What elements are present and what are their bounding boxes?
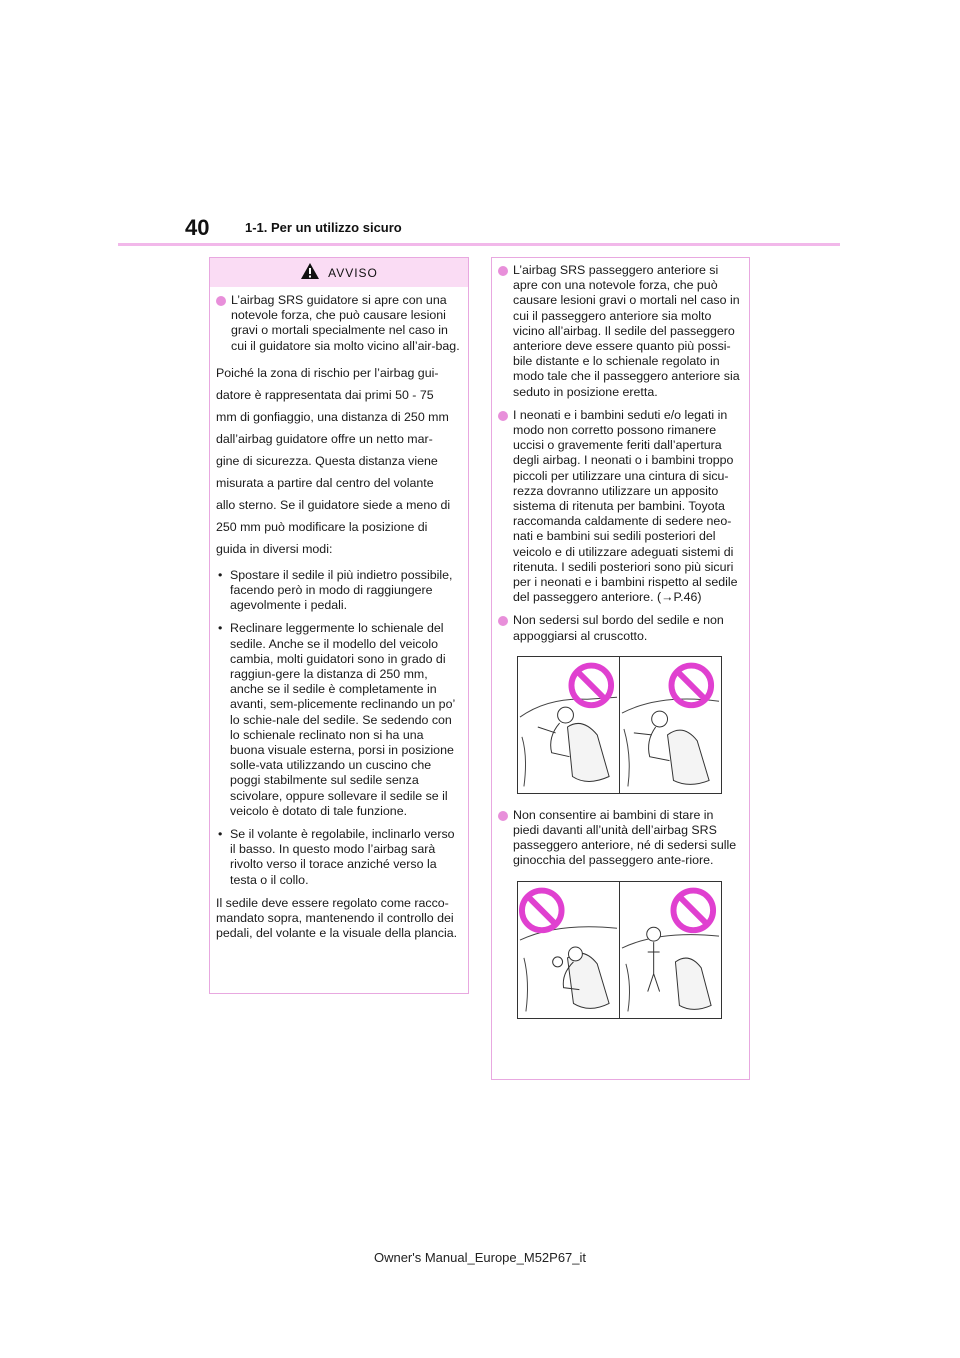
warning-triangle-icon <box>300 262 320 283</box>
bullet-dot-icon <box>216 296 226 306</box>
sub-item-text: Se il volante è regolabile, inclinarlo verso il basso. In questo modo l’airbag sarà rivolto verso il torace anziché verso la testa o il collo. <box>230 827 455 887</box>
sub-item-text: Reclinare leggermente lo schienale del sedile. Anche se il modello del veicolo cambia, molti guidatori sono in grado di raggiun-gere la distanza di 250 mm, anche se il sedile è completamente in avanti, sem-plicemente reclinando un po’ lo schie-nale del sedile. Se sedendo con lo schienale reclinato non si ha una buona visuale esterna, porsi in posizione solle-vata utilizzando un cuscino che poggi stabilmente sul sedile senza scivolare, oppure sollevare il sedile se il veicolo è dotato di tale funzione. <box>230 621 455 818</box>
seat-illustration <box>620 657 721 793</box>
illustration-leaning-dashboard <box>517 656 722 794</box>
warning-content-continued <box>492 258 749 1019</box>
bullet-text: L’airbag SRS passeggero anteriore si apre con una notevole forza, che può causare lesioni gravi o mortali nel caso in cui il passeggero anteriore sia molto vicino all’airbag. Il sedile del passeggero anteriore deve essere quanto più possi-bile distante e lo schienale regolato in modo tale che il passeggero anteriore sia seduto in posizione eretta. <box>513 263 740 399</box>
section-title: 1-1. Per un utilizzo sicuro <box>245 220 402 235</box>
sub-marker: • <box>218 567 223 582</box>
bullet-item <box>498 808 741 869</box>
paragraph-line: 250 mm può modificare la posizione di <box>216 519 428 534</box>
paragraph-line: datore è rappresentata dai primi 50 - 75 <box>216 387 434 402</box>
warning-heading: AVVISO <box>328 265 378 280</box>
warning-header <box>210 258 468 287</box>
paragraph-line: dall’airbag guidatore offre un netto mar- <box>216 431 433 446</box>
illustration-panel <box>619 882 721 1018</box>
page-number: 40 <box>185 215 210 240</box>
bullet-item <box>498 263 741 400</box>
sub-marker: • <box>218 621 223 636</box>
sub-marker: • <box>218 827 223 842</box>
bullet-dot-icon <box>498 411 508 421</box>
illustration-child-standing <box>517 881 722 1019</box>
footer-text: Owner's Manual_Europe_M52P67_it <box>373 1250 587 1265</box>
bullet-dot-icon <box>498 266 508 276</box>
seat-illustration <box>518 657 619 793</box>
warning-box-right <box>491 257 750 1080</box>
warning-box-left <box>209 257 469 994</box>
bullet-text: Non consentire ai bambini di stare in piedi davanti all’unità dell’airbag SRS passeggero anteriore, né di sedersi sulle ginocchia del passeggero ante-riore. <box>513 807 737 868</box>
paragraph-line: Poiché la zona di rischio per l’airbag gui- <box>216 365 439 380</box>
sub-item <box>218 568 460 614</box>
bullet-text: Non sedersi sul bordo del sedile e non appoggiarsi al cruscotto. <box>513 613 724 643</box>
paragraph-line: gine di sicurezza. Questa distanza viene <box>216 453 438 468</box>
sub-item <box>218 621 460 819</box>
illustration-panel <box>518 882 619 1018</box>
bullet-item <box>498 408 741 606</box>
illustration-panel <box>619 657 721 793</box>
bullet-text: I neonati e i bambini seduti e/o legati in modo non corretto possono rimanere uccisi o gravemente feriti dall’apertura degli airbag. I neonati o i bambini troppo piccoli per utilizzare una cintura di sicu-rezza dovranno utilizzare un apposito sistema di ritenuta per bambini. Toyota raccomanda caldamente di sedere neo-nati e bambini sui sedili posteriori del veicolo e di utilizzare adeguati sistemi di ritenuta. I sedili posteriori sono più sicuri per i neonati e i bambini rispetto al sedile del passeggero anteriore. (→P.46) <box>513 407 738 605</box>
paragraph-line: misurata a partire dal centro del volante <box>216 475 434 490</box>
prohibition-icon <box>522 890 562 930</box>
sub-item-text: Spostare il sedile il più indietro possibile, facendo però in modo di raggiungere agevolmente i pedali. <box>230 567 453 613</box>
warning-content <box>210 287 468 941</box>
paragraph-line: mm di gonfiaggio, una distanza di 250 mm <box>216 409 449 424</box>
bullet-text: L’airbag SRS guidatore si apre con una notevole forza, che può causare lesioni gravi o mortali specialmente nel caso in cui il guidatore sia molto vicino all’air-bag. <box>231 293 460 353</box>
paragraph-line: allo sterno. Se il guidatore siede a meno di <box>216 497 451 512</box>
distance-paragraph <box>216 362 460 560</box>
seat-illustration <box>518 882 619 1018</box>
sub-item <box>218 827 460 888</box>
closing-paragraph: Il sedile deve essere regolato come racco-mandato sopra, mantenendo il controllo dei pedali, del volante e la visuale della plancia. <box>216 895 458 941</box>
illustration-panel <box>518 657 619 793</box>
prohibition-icon <box>673 890 713 930</box>
paragraph-line: guida in diversi modi: <box>216 541 333 556</box>
bullet-dot-icon <box>498 616 508 626</box>
header-rule <box>118 243 840 246</box>
seat-illustration <box>620 882 721 1018</box>
bullet-item <box>498 613 741 643</box>
bullet-dot-icon <box>498 811 508 821</box>
bullet-item <box>216 293 460 354</box>
